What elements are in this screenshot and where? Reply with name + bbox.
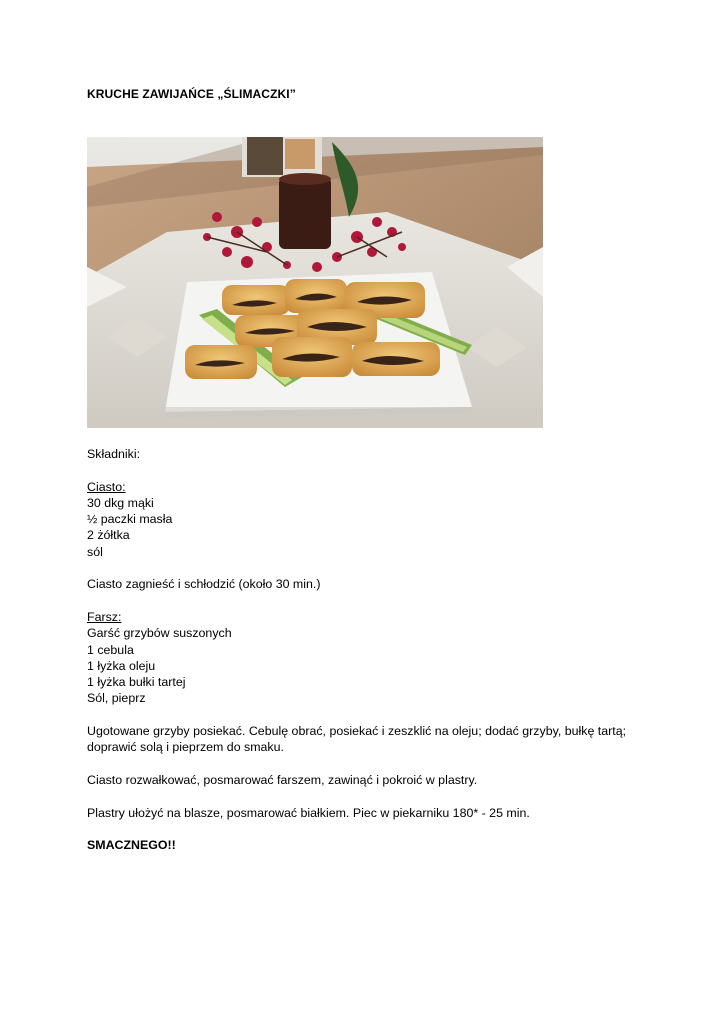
dough-item: ½ paczki masła	[87, 512, 173, 527]
recipe-title: KRUCHE ZAWIJAŃCE „ŚLIMACZKI”	[87, 87, 296, 101]
recipe-photo	[87, 137, 543, 428]
dough-item: sól	[87, 544, 103, 559]
closing-text: SMACZNEGO!!	[87, 838, 176, 853]
filling-item: 1 cebula	[87, 642, 134, 657]
recipe-step: Plastry ułożyć na blasze, posmarować białkiem. Piec w piekarniku 180* - 25 min.	[87, 805, 530, 820]
filling-item: 1 łyżka bułki tartej	[87, 675, 186, 690]
filling-heading: Farsz:	[87, 609, 122, 624]
recipe-body	[87, 446, 647, 853]
filling-item: 1 łyżka oleju	[87, 658, 156, 673]
dough-item: 30 dkg mąki	[87, 495, 154, 510]
ingredients-heading: Składniki:	[87, 447, 141, 461]
dough-item: 2 żółtka	[87, 528, 130, 543]
recipe-step: Ciasto rozwałkować, posmarować farszem, zawinąć i pokroić w plastry.	[87, 772, 478, 787]
recipe-step: Ugotowane grzyby posiekać. Cebulę obrać, posiekać i zeszklić na oleju; dodać grzyby, bułkę tartą; doprawić solą i pieprzem do smaku.	[87, 724, 627, 755]
filling-item: Garść grzybów suszonych	[87, 626, 232, 641]
dough-heading: Ciasto:	[87, 479, 126, 494]
filling-item: Sól, pieprz	[87, 691, 146, 706]
dough-instruction: Ciasto zagnieść i schłodzić (około 30 min.)	[87, 577, 321, 592]
food-photo-image	[87, 137, 543, 428]
